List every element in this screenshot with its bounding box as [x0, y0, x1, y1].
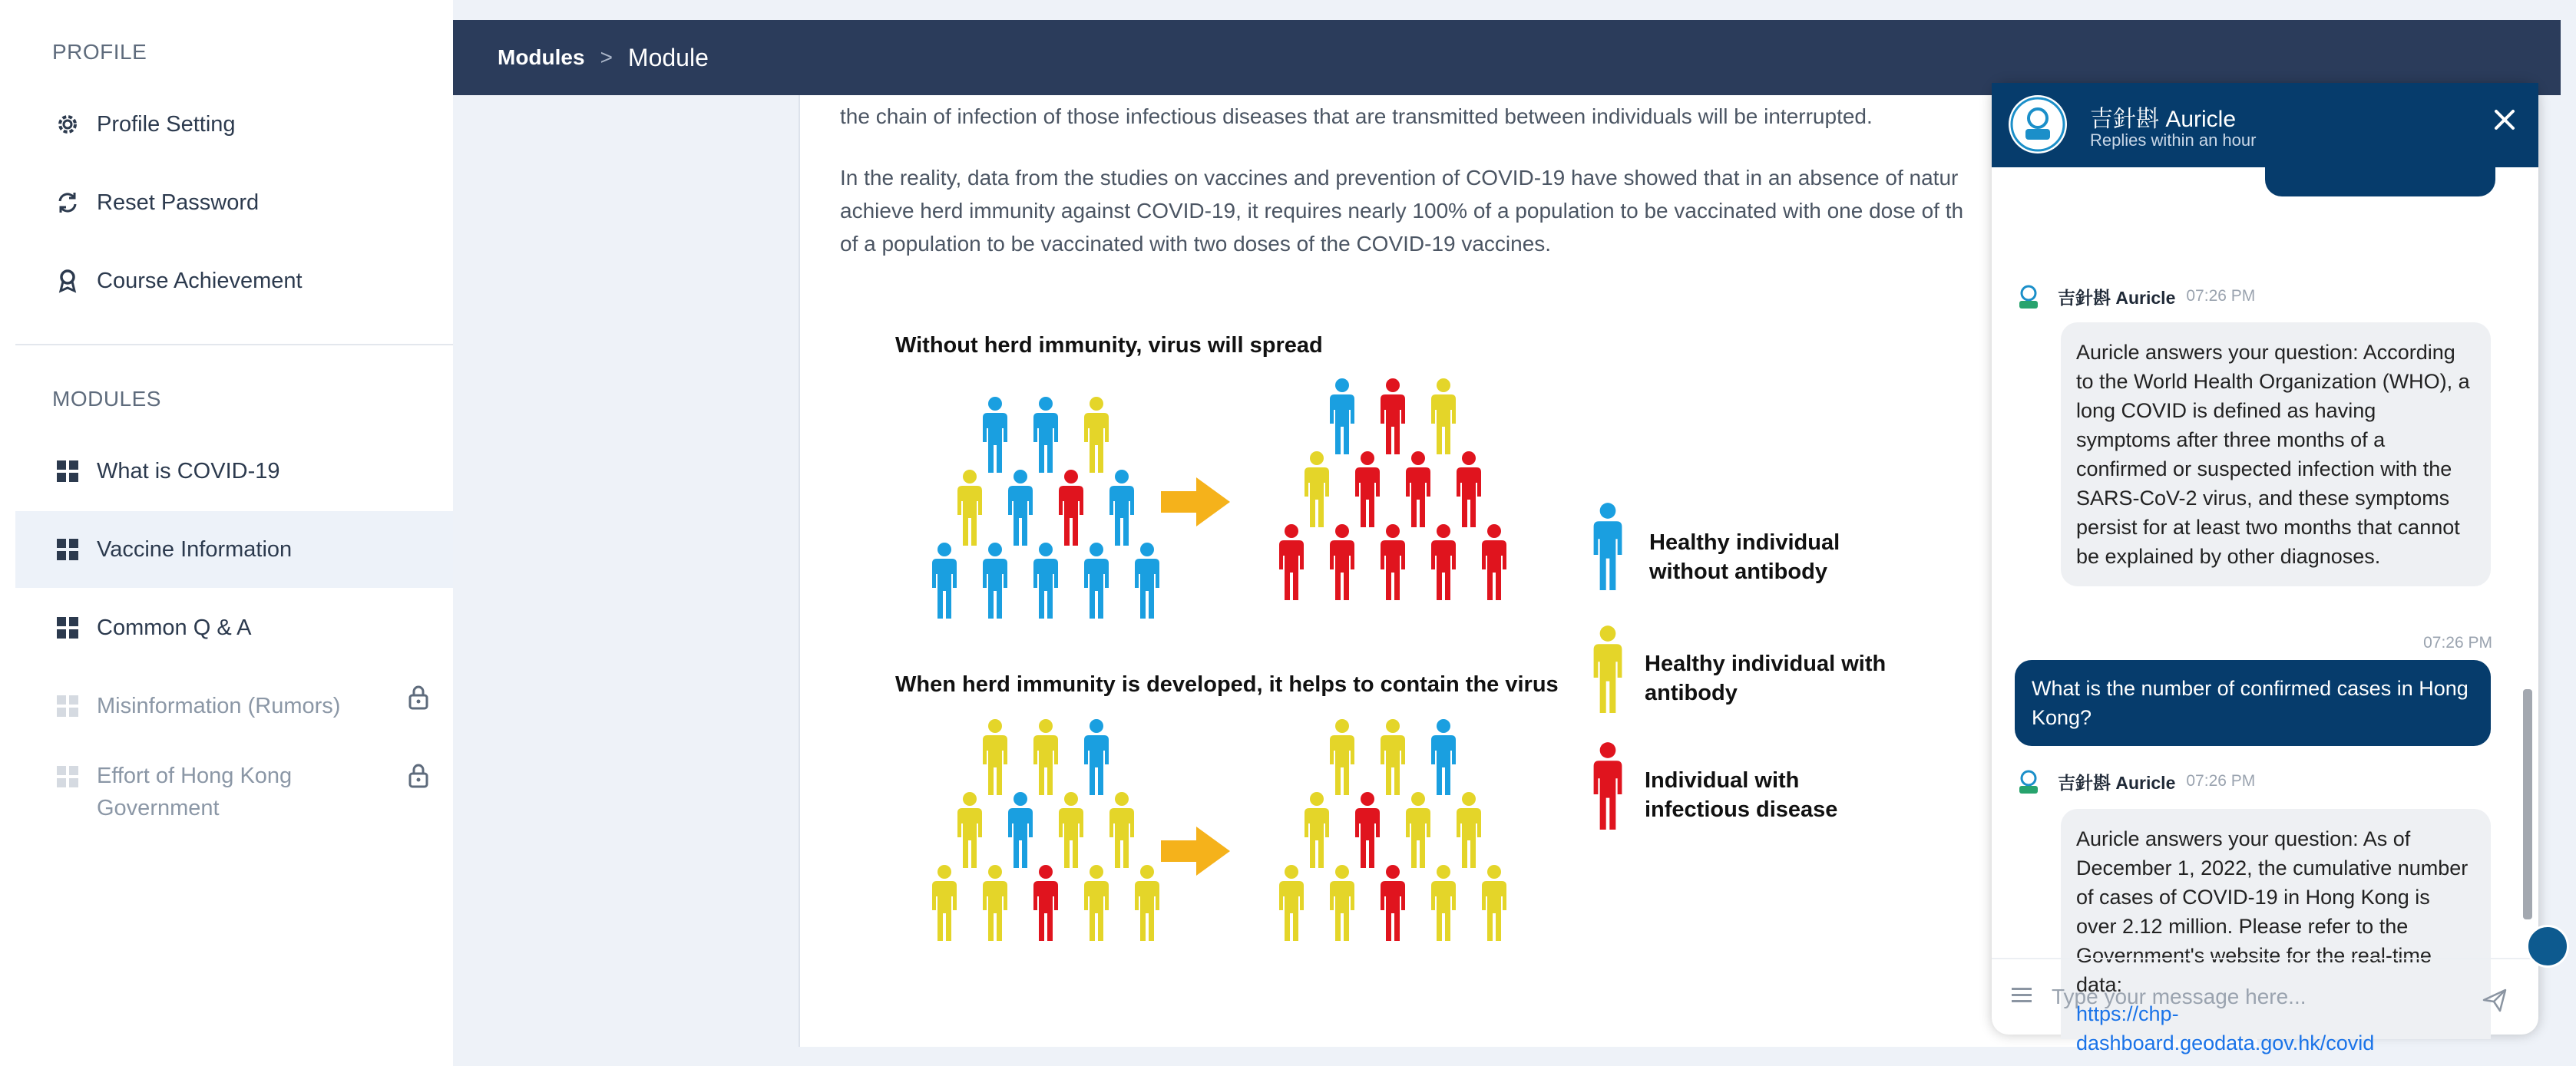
breadcrumb-separator: >	[600, 45, 613, 69]
breadcrumb-modules-link[interactable]: Modules	[498, 45, 585, 69]
person-icon	[957, 792, 982, 868]
chat-message-input[interactable]	[2050, 984, 2449, 1010]
person-icon	[1033, 865, 1058, 941]
chat-messages	[1992, 167, 2538, 1054]
chat-scrollbar[interactable]	[2518, 175, 2535, 950]
chat-widget	[1992, 83, 2538, 1054]
bot-name: 吉針斟 Auricle	[2058, 287, 2176, 308]
person-icon	[1135, 543, 1159, 619]
person-icon	[1109, 470, 1134, 546]
sidebar-divider	[15, 344, 453, 345]
sidebar-item-label: Reset Password	[97, 190, 260, 215]
person-icon	[1033, 543, 1058, 619]
sidebar-item-profile-setting[interactable]	[15, 86, 453, 163]
chat-subtitle: Replies within an hour	[2090, 130, 2257, 150]
scrollbar-thumb[interactable]	[2523, 689, 2532, 919]
person-icon	[932, 543, 957, 619]
person-icon	[1008, 470, 1033, 546]
floating-chat-avatar[interactable]	[2526, 925, 2569, 968]
legend-label: Healthy individual with antibody	[1645, 652, 1887, 705]
modules-section-title: MODULES	[52, 387, 161, 411]
grid-icon	[54, 692, 81, 720]
chat-header	[1992, 83, 2538, 167]
person-icon	[1084, 543, 1109, 619]
person-icon	[1330, 865, 1354, 941]
article-paragraph-line: achieve herd immunity against COVID-19, it requires nearly 100% of a population to be vaccinated with one dose of th	[840, 199, 1964, 223]
person-icon	[1305, 792, 1329, 868]
breadcrumb-current: Module	[627, 43, 709, 71]
person-icon	[983, 719, 1007, 795]
chat-input-bar	[1992, 958, 2538, 1035]
bot-avatar-icon	[2015, 282, 2042, 310]
person-icon	[1482, 524, 1506, 600]
menu-icon[interactable]	[2012, 987, 2032, 1008]
arrow-right-icon	[1161, 827, 1230, 876]
person-icon	[1431, 378, 1456, 454]
person-icon	[1457, 792, 1481, 868]
figure-title-bottom: When herd immunity is developed, it helps to contain the virus	[895, 672, 1559, 697]
person-icon	[1482, 865, 1506, 941]
person-icon	[1008, 792, 1033, 868]
person-icon	[1381, 865, 1405, 941]
person-icon	[1431, 865, 1456, 941]
person-icon	[983, 865, 1007, 941]
person-icon	[1381, 378, 1405, 454]
user-message-bubble: What is the number of confirmed cases in Hong Kong?	[2015, 660, 2491, 746]
bot-message-text: Auricle answers your question: As of December 1, 2022, the cumulative number of cases of COVID-19 in Hong Kong is over 2.12 million. Please refer to the Government's website for the real-time data:	[2076, 827, 2469, 996]
person-icon	[1109, 792, 1134, 868]
article-paragraph-line: of a population to be vaccinated with two doses of the COVID-19 vaccines.	[840, 232, 1552, 256]
sidebar-item-label: Profile Setting	[97, 112, 236, 137]
sidebar-item-label: Misinformation (Rumors)	[97, 694, 341, 718]
person-icon	[1381, 524, 1405, 600]
close-icon[interactable]	[2489, 104, 2520, 135]
profile-section-title: PROFILE	[52, 40, 147, 64]
bot-message-header	[2015, 282, 2255, 310]
person-icon	[1594, 625, 1622, 713]
grid-icon	[54, 457, 81, 485]
chat-logo	[2009, 95, 2067, 153]
medal-icon	[54, 267, 81, 295]
grid-icon	[54, 614, 81, 642]
person-icon	[1059, 792, 1083, 868]
sidebar-item-label: What is COVID-19	[97, 459, 280, 483]
message-time: 07:26 PM	[2186, 772, 2256, 790]
person-icon	[1279, 524, 1304, 600]
sidebar-item-label: Vaccine Information	[97, 537, 293, 562]
person-icon	[932, 865, 957, 941]
bot-name: 吉針斟 Auricle	[2058, 772, 2176, 793]
person-icon	[1033, 719, 1058, 795]
bot-message-bubble: Auricle answers your question: According to the World Health Organization (WHO), a long COVID is defined as having symptoms after three months of a confirmed or suspected infection with the SARS-CoV-2 virus, and these symptoms persist for at least two months that cannot be explained by other diagnoses.	[2061, 322, 2491, 586]
sidebar	[0, 0, 453, 1066]
legend-label: Healthy individual without antibody	[1649, 530, 1840, 584]
person-icon	[983, 397, 1007, 473]
person-icon	[983, 543, 1007, 619]
sidebar-item-what-is-covid[interactable]	[15, 433, 453, 510]
figure-title-top: Without herd immunity, virus will spread	[895, 333, 1323, 358]
person-icon	[1033, 397, 1058, 473]
send-icon[interactable]	[2482, 987, 2508, 1013]
sidebar-item-label: Common Q & A	[97, 616, 252, 640]
sidebar-item-label: Effort of Hong Kong Government	[97, 764, 293, 820]
person-icon	[1059, 470, 1083, 546]
legend-label: Individual with infectious disease	[1645, 768, 1838, 822]
chp-dashboard-link[interactable]: https://chp-dashboard.geodata.gov.hk/covid	[2076, 1002, 2375, 1054]
sidebar-item-label: Course Achievement	[97, 269, 303, 293]
person-icon	[1594, 742, 1622, 830]
person-icon	[1084, 719, 1109, 795]
arrow-right-icon	[1161, 477, 1230, 526]
person-icon	[1406, 792, 1430, 868]
person-icon	[1406, 451, 1430, 527]
bot-avatar-icon	[2015, 767, 2042, 795]
person-icon	[957, 470, 982, 546]
person-icon	[1330, 524, 1354, 600]
person-icon	[1381, 719, 1405, 795]
lock-icon	[407, 763, 430, 789]
person-icon	[1135, 865, 1159, 941]
lock-icon	[407, 685, 430, 711]
person-icon	[1594, 503, 1622, 590]
sidebar-item-common-qa[interactable]	[15, 589, 453, 666]
person-icon	[1279, 865, 1304, 941]
person-icon	[1431, 719, 1456, 795]
bot-message-header	[2015, 767, 2255, 795]
sidebar-item-vaccine-information[interactable]	[15, 511, 453, 588]
person-icon	[1355, 451, 1380, 527]
person-icon	[1431, 524, 1456, 600]
sidebar-item-course-achievement[interactable]	[15, 243, 453, 319]
person-icon	[1305, 451, 1329, 527]
previous-user-bubble	[2265, 158, 2495, 196]
person-icon	[1084, 865, 1109, 941]
sidebar-item-misinformation[interactable]	[15, 668, 453, 744]
person-icon	[1330, 378, 1354, 454]
grid-icon	[54, 763, 81, 790]
person-icon	[1330, 719, 1354, 795]
sidebar-item-reset-password[interactable]	[15, 164, 453, 241]
article-paragraph-line: the chain of infection of those infectious diseases that are transmitted between individuals will be interrupted.	[840, 104, 1873, 128]
refresh-icon	[54, 189, 81, 216]
person-icon	[1355, 792, 1380, 868]
message-time: 07:26 PM	[2186, 287, 2256, 305]
person-icon	[1457, 451, 1481, 527]
message-time: 07:26 PM	[2423, 634, 2492, 652]
gear-icon	[54, 111, 81, 138]
sidebar-item-effort-hk-government[interactable]	[15, 746, 453, 838]
article-paragraph-line: In the reality, data from the studies on vaccines and prevention of COVID-19 have showed that in an absence of natur	[840, 166, 1959, 190]
chat-title: 吉針斟 Auricle	[2090, 107, 2237, 132]
person-icon	[1084, 397, 1109, 473]
grid-icon	[54, 536, 81, 563]
